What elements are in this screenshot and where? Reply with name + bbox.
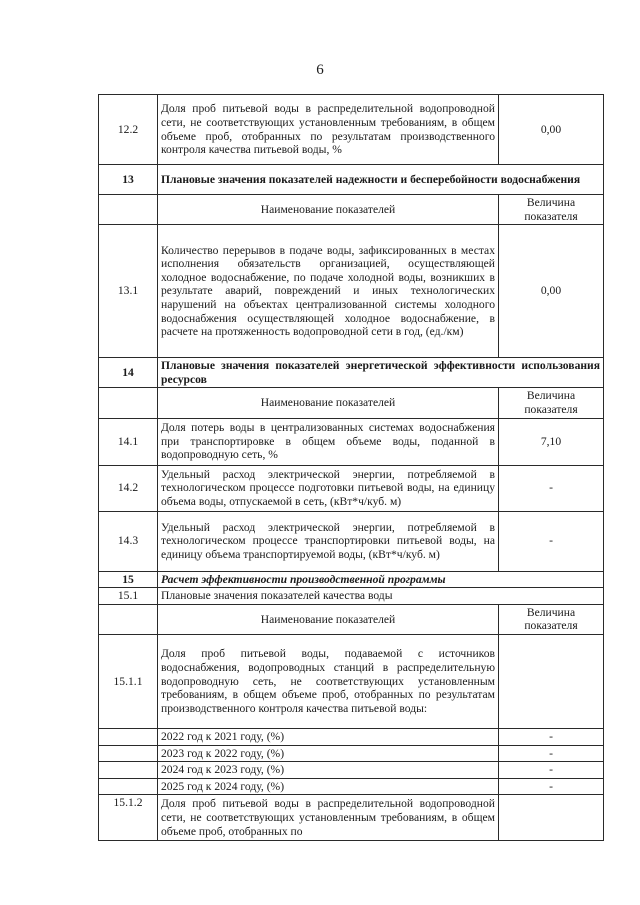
table-row (99, 225, 604, 358)
table-row (99, 795, 604, 841)
empty-cell (99, 388, 158, 418)
year-row (99, 745, 604, 762)
indicator-text: Удельный расход электрической энергии, потребляемой в технологическом процессе подготовки питьевой воды, на единицу объема воды, отпускаемой в сеть, (кВт*ч/куб. м) (158, 465, 499, 511)
section-row (99, 165, 604, 195)
row-number: 15.1 (99, 588, 158, 605)
row-number: 12.2 (99, 95, 158, 165)
section-row (99, 571, 604, 588)
year-label: 2024 год к 2023 году, (%) (158, 762, 499, 779)
table-row (99, 634, 604, 728)
row-number: 13.1 (99, 225, 158, 358)
year-row (99, 728, 604, 745)
column-header-name: Наименование показателей (158, 195, 499, 225)
indicator-value: 7,10 (499, 418, 604, 465)
column-header-row (99, 388, 604, 418)
year-row (99, 778, 604, 795)
section-title: Расчет эффективности производственной программы (158, 571, 604, 588)
indicator-text: Количество перерывов в подаче воды, зафиксированных в местах исполнения обязательств организацией, осуществляющей холодное водоснабжение, по подаче холодной воды, возникших в результате аварий, повреждений и иных технологических нарушений на объектах централизованной системы холодного водоснабжения осуществляющей холодное водоснабжение, в расчете на протяженность водопроводной сети в год, (ед./км) (158, 225, 499, 358)
year-label: 2025 год к 2024 году, (%) (158, 778, 499, 795)
indicator-value: - (499, 465, 604, 511)
empty-cell (99, 604, 158, 634)
indicator-text: Доля проб питьевой воды в распределительной водопроводной сети, не соответствующих установленным требованиям, в общем объеме проб, отобранных по результатам производственного контроля качества питьевой воды, % (158, 95, 499, 165)
column-header-row (99, 604, 604, 634)
section-number: 14 (99, 358, 158, 388)
empty-cell (99, 728, 158, 745)
table-row (99, 465, 604, 511)
table-row (99, 588, 604, 605)
indicator-value: - (499, 511, 604, 571)
year-value: - (499, 728, 604, 745)
indicator-value (499, 795, 604, 841)
section-row (99, 358, 604, 388)
section-number: 13 (99, 165, 158, 195)
section-number: 15 (99, 571, 158, 588)
indicator-text: Доля потерь воды в централизованных системах водоснабжения при транспортировке в общем объеме воды, поданной в водопроводную сеть, % (158, 418, 499, 465)
table-row (99, 95, 604, 165)
empty-cell (99, 745, 158, 762)
column-header-name: Наименование показателей (158, 604, 499, 634)
year-row (99, 762, 604, 779)
year-value: - (499, 745, 604, 762)
page-number: 6 (316, 62, 324, 78)
section-title: Плановые значения показателей надежности и бесперебойности водоснабжения (158, 165, 604, 195)
row-number: 14.3 (99, 511, 158, 571)
table-row (99, 418, 604, 465)
year-value: - (499, 762, 604, 779)
column-header-value: Величина показателя (499, 604, 604, 634)
column-header-name: Наименование показателей (158, 388, 499, 418)
section-title: Плановые значения показателей энергетической эффективности использования ресурсов (158, 358, 604, 388)
indicator-value (499, 634, 604, 728)
column-header-value: Величина показателя (499, 195, 604, 225)
indicator-value: 0,00 (499, 95, 604, 165)
indicator-text: Удельный расход электрической энергии, потребляемой в технологическом процессе транспортировки питьевой воды, на единицу объема транспортируемой воды, (кВт*ч/куб. м) (158, 511, 499, 571)
indicator-text: Доля проб питьевой воды, подаваемой с источников водоснабжения, водопроводных станций в распределительную водопроводную сеть, не соответствующих установленным требованиям, в общем объеме проб, отобранных по результатам производственного контроля качества питьевой воды: (158, 634, 499, 728)
year-value: - (499, 778, 604, 795)
column-header-row (99, 195, 604, 225)
empty-cell (99, 762, 158, 779)
year-label: 2023 год к 2022 году, (%) (158, 745, 499, 762)
empty-cell (99, 195, 158, 225)
row-number: 14.2 (99, 465, 158, 511)
subsection-title: Плановые значения показателей качества воды (158, 588, 604, 605)
row-number: 15.1.1 (99, 634, 158, 728)
indicator-value: 0,00 (499, 225, 604, 358)
indicators-table (98, 94, 604, 841)
table-row (99, 511, 604, 571)
indicator-text: Доля проб питьевой воды в распределительной водопроводной сети, не соответствующих установленным требованиям, в общем объеме проб, отобранных по (158, 795, 499, 841)
row-number: 14.1 (99, 418, 158, 465)
column-header-value: Величина показателя (499, 388, 604, 418)
row-number: 15.1.2 (99, 795, 158, 841)
empty-cell (99, 778, 158, 795)
year-label: 2022 год к 2021 году, (%) (158, 728, 499, 745)
